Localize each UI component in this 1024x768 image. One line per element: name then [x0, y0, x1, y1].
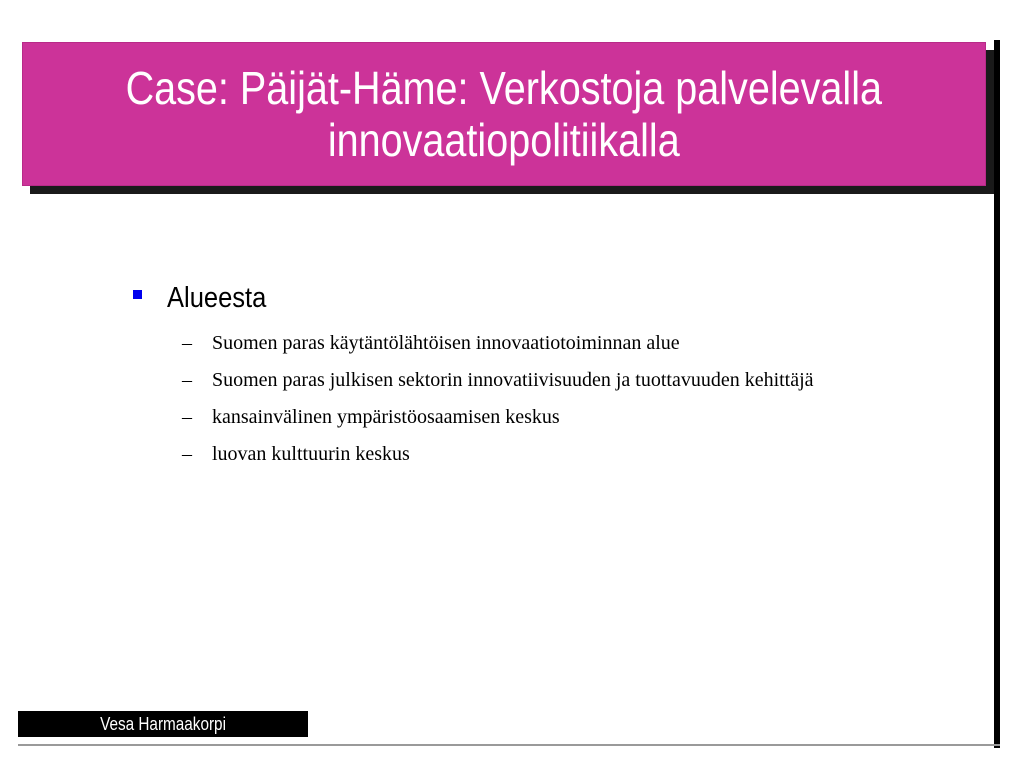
slide-title-line-1: Case: Päijät-Häme: Verkostoja palvelevalla	[125, 62, 883, 114]
sub-bullet-item	[130, 330, 950, 356]
dash-marker: –	[182, 443, 192, 465]
dash-marker: –	[182, 332, 192, 354]
slide-body	[130, 280, 950, 478]
slide-title-line-2: innovaatiopolitiikalla	[328, 114, 680, 166]
blue-square-icon	[133, 290, 142, 299]
sub-bullet-text: Suomen paras julkisen sektorin innovatiivisuuden ja tuottavuuden kehittäjä	[212, 369, 814, 391]
title-banner	[22, 42, 986, 186]
dash-marker: –	[182, 406, 192, 428]
sub-bullet-text: Suomen paras käytäntölähtöisen innovaatiotoiminnan alue	[212, 332, 680, 354]
sub-bullet-text: luovan kulttuurin keskus	[212, 443, 410, 465]
sub-bullet-item	[130, 441, 950, 467]
footer-author-box	[18, 711, 308, 737]
bullet-heading: Alueesta	[167, 282, 267, 314]
slide-title	[126, 62, 882, 166]
sub-bullet-list	[130, 330, 950, 467]
footer-divider	[18, 744, 1000, 746]
bullet-item	[130, 280, 950, 320]
dash-marker: –	[182, 369, 192, 391]
sub-bullet-item	[130, 367, 950, 393]
sub-bullet-item	[130, 404, 950, 430]
right-frame-bar	[994, 40, 1000, 748]
footer-author: Vesa Harmaakorpi	[100, 713, 226, 734]
sub-bullet-text: kansainvälinen ympäristöosaamisen keskus	[212, 406, 560, 428]
